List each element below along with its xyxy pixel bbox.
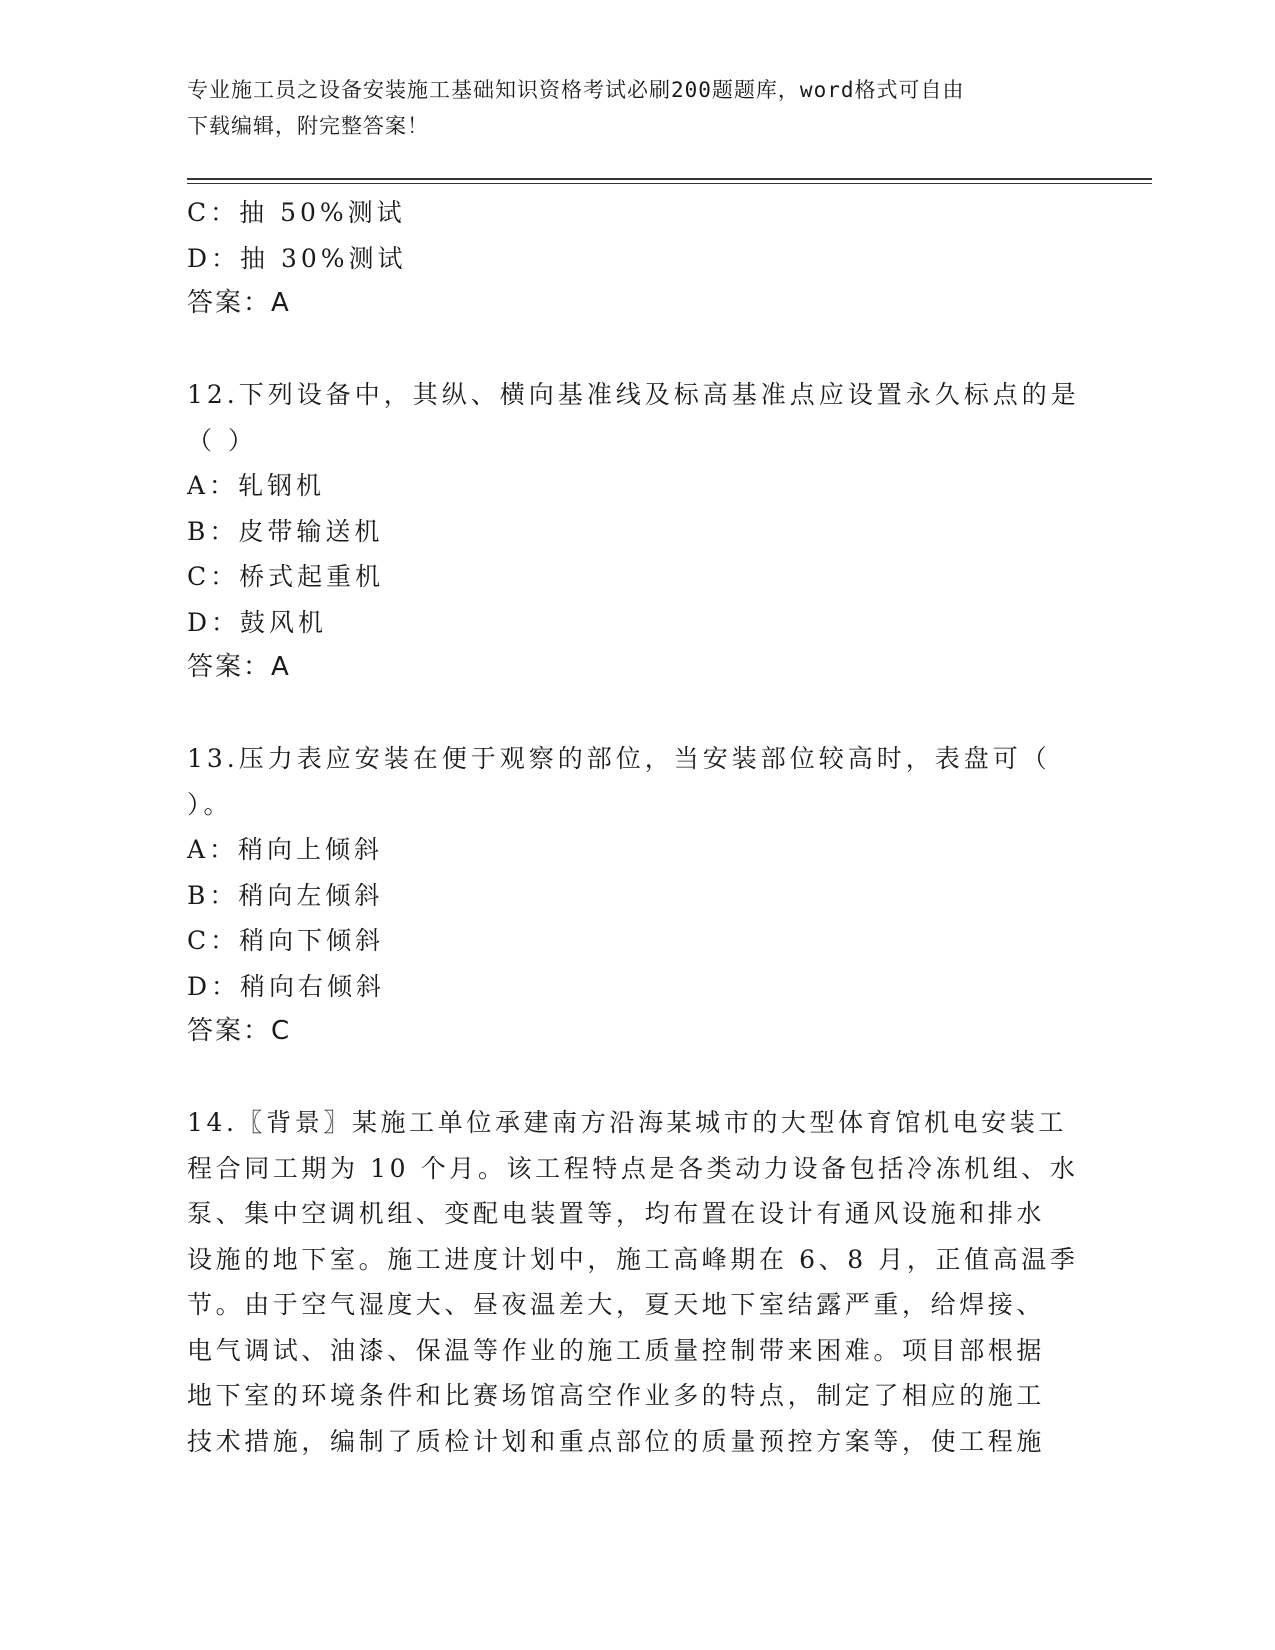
q14-line: 设施的地下室。施工进度计划中，施工高峰期在 6、8 月，正值高温季 [187,1244,1079,1274]
header-line-2: 下载编辑，附完整答案！ [187,114,429,138]
q12-option-d: D：鼓风机 [187,607,328,637]
q12-option-c: C：桥式起重机 [187,562,385,591]
q14-line: 程合同工期为 10 个月。该工程特点是各类动力设备包括冷冻机组、水 [187,1153,1079,1183]
document-body [187,190,1080,1464]
header-rule-thin [187,183,1152,184]
header-rule-thick [187,178,1152,180]
q12-option-a: A：轧钢机 [187,471,326,500]
spacer [187,327,1067,373]
question-11-tail [187,190,1067,327]
q12-option-b: B：皮带输送机 [187,516,384,546]
q13-stem-line-2: ）。 [187,789,233,819]
q13-option-d: D：稍向右倾斜 [187,971,386,1001]
q13-option-a: A：稍向上倾斜 [187,835,384,864]
q12-answer: 答案：A [187,652,291,682]
q13-answer: 答案：C [187,1016,292,1046]
document-header [187,72,1067,144]
q14-line: 14.〖背景〗某施工单位承建南方沿海某城市的大型体育馆机电安装工 [187,1108,1067,1137]
spacer [187,1055,1067,1101]
spacer [187,691,1067,737]
q13-option-b: B：稍向左倾斜 [187,880,384,910]
question-13 [187,736,1067,1055]
q14-line: 电气调试、油漆、保温等作业的施工质量控制带来困难。项目部根据 [187,1335,1046,1365]
q11-answer: 答案：A [187,288,291,318]
q14-line: 泵、集中空调机组、变配电装置等，均布置在设计有通风设施和排水 [187,1199,1046,1228]
q12-stem-line-2: （ ） [187,425,257,455]
q14-line: 节。由于空气湿度大、昼夜温差大，夏天地下室结露严重，给焊接、 [187,1290,1046,1319]
q14-line: 技术措施，编制了质检计划和重点部位的质量预控方案等，使工程施 [187,1426,1046,1456]
q11-option-c: C：抽 50%测试 [187,198,406,227]
header-line-1: 专业施工员之设备安装施工基础知识资格考试必刷200题题库，word格式可自由 [187,78,965,102]
q14-line: 地下室的环境条件和比赛场馆高空作业多的特点，制定了相应的施工 [187,1381,1046,1410]
q13-stem-line-1: 13.压力表应安装在便于观察的部位，当安装部位较高时，表盘可（ [187,744,1051,773]
q13-option-c: C：稍向下倾斜 [187,926,385,955]
question-12 [187,372,1080,691]
question-14 [187,1100,1079,1464]
q12-stem-line-1: 12.下列设备中，其纵、横向基准线及标高基准点应设置永久标点的是 [187,380,1080,409]
q11-option-d: D：抽 30%测试 [187,243,407,273]
